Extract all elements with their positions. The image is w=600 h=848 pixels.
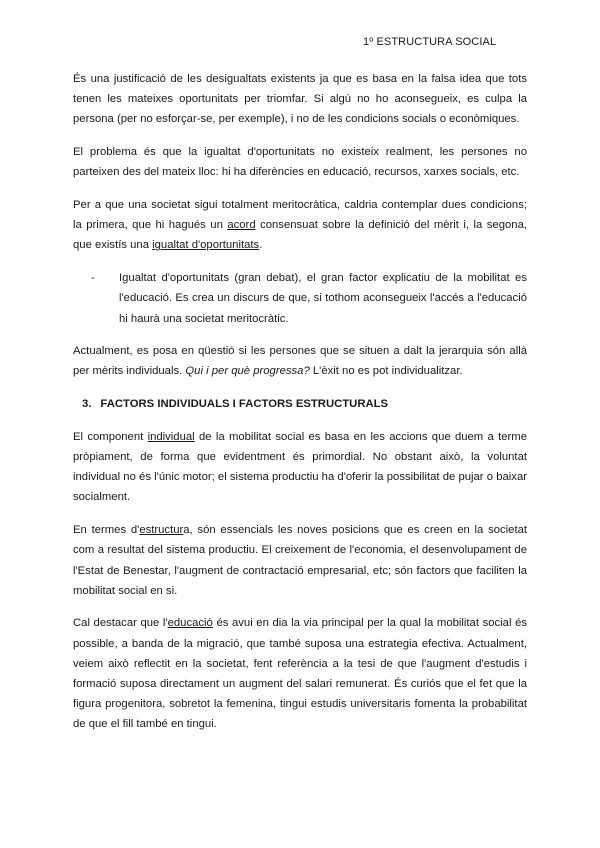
underlined-term-estructura: estructur	[139, 524, 184, 537]
text-segment: és avui en dia la via principal per la qual la mobilitat social és possible, a banda de la migració, que també suposa una estrategia efectiva. Actualment, veiem això reflectit en la societat, fent referència a la tesi de que l'augment d'estudis i formació suposa directament un augment del salari remunerat. És curiós que el fet que la figura progenitora, sobretot la femenina, tingui estudis universitaris fomenta la probabilitat de que el fill també en tingui.	[73, 617, 527, 731]
section-number: 3.	[82, 398, 92, 411]
text-segment: Per a que una societat sigui totalment meritocràtica, caldria contemplar dues condicions; la primera, que hi hagués un	[73, 199, 527, 232]
section-title: FACTORS INDIVIDUALS I FACTORS ESTRUCTURALS	[100, 398, 389, 411]
paragraph-meritocracy-justification: És una justificació de les desigualtats existents ja que es basa en la falsa idea que tots tenen les mateixes oportunitats per triomfar. Si algú no ho aconsegueix, es culpa la persona (per no esforçar-se, per exemple), i no de les condicions socials o econòmiques.	[73, 73, 527, 126]
text-segment: .	[259, 239, 263, 252]
paragraph-structural-component	[73, 520, 527, 601]
underlined-term-individual: individual	[147, 430, 195, 443]
text-segment: a, són essencials les noves posicions que es creen en la societat com a resultat del sistema productiu. El creixement de l'economia, el desenvolupament de l'Estat de Benestar, l'augment de contractació empresarial, etc; són factors que faciliten la mobilitat social en si.	[73, 524, 528, 597]
text-segment: El component	[73, 430, 148, 443]
paragraph-education	[73, 613, 527, 734]
text-segment: En termes d'	[73, 524, 140, 537]
paragraph-meritocracy-conditions	[73, 195, 527, 256]
underlined-term-igualtat: igualtat d'oportunitats	[152, 239, 260, 252]
text-segment: Actualment, es posa en qüestió si les persones que se situen a dalt la jerarquia són allà per mèrits individuals.	[73, 345, 527, 378]
bullet-text: Igualtat d'oportunitats (gran debat), el gran factor explicatiu de la mobilitat es l'educació. Es crea un discurs de que, si tothom aconsegueix l'accés a l'educació hi haurà una societat meritocràtic.	[119, 272, 527, 325]
text-segment: Cal destacar que l'	[73, 617, 168, 630]
underlined-term-acord: acord	[227, 219, 256, 232]
paragraph-individual-component	[73, 427, 527, 508]
document-body	[73, 69, 527, 747]
paragraph-merit-question	[73, 341, 527, 381]
italic-question: Qui i per què progressa?	[185, 365, 310, 378]
paragraph-equal-opportunity-problem: El problema és que la igualtat d'oportunitats no existeix realment, les persones no parteixen des del mateix lloc: hi ha diferències en educació, recursos, xarxes socials, etc.	[73, 146, 527, 179]
section-heading	[73, 394, 527, 414]
text-segment: L'èxit no es pot individualitzar.	[309, 365, 463, 378]
page-header: 1º ESTRUCTURA SOCIAL	[363, 36, 497, 48]
bullet-dash: -	[91, 272, 95, 285]
text-segment: consensuat sobre la definició del mèrit i, la segona, que existís una	[73, 219, 527, 252]
text-segment: de la mobilitat social es basa en les accions que duem a terme pròpiament, de forma que evidentment és primordial. No obstant això, la voluntat individual no és l'únic motor; el sistema productiu ha d'oferir la possibilitat de pujar o baixar socialment.	[73, 430, 527, 504]
bullet-item	[73, 268, 527, 329]
underlined-term-educacio: educació	[167, 617, 213, 630]
